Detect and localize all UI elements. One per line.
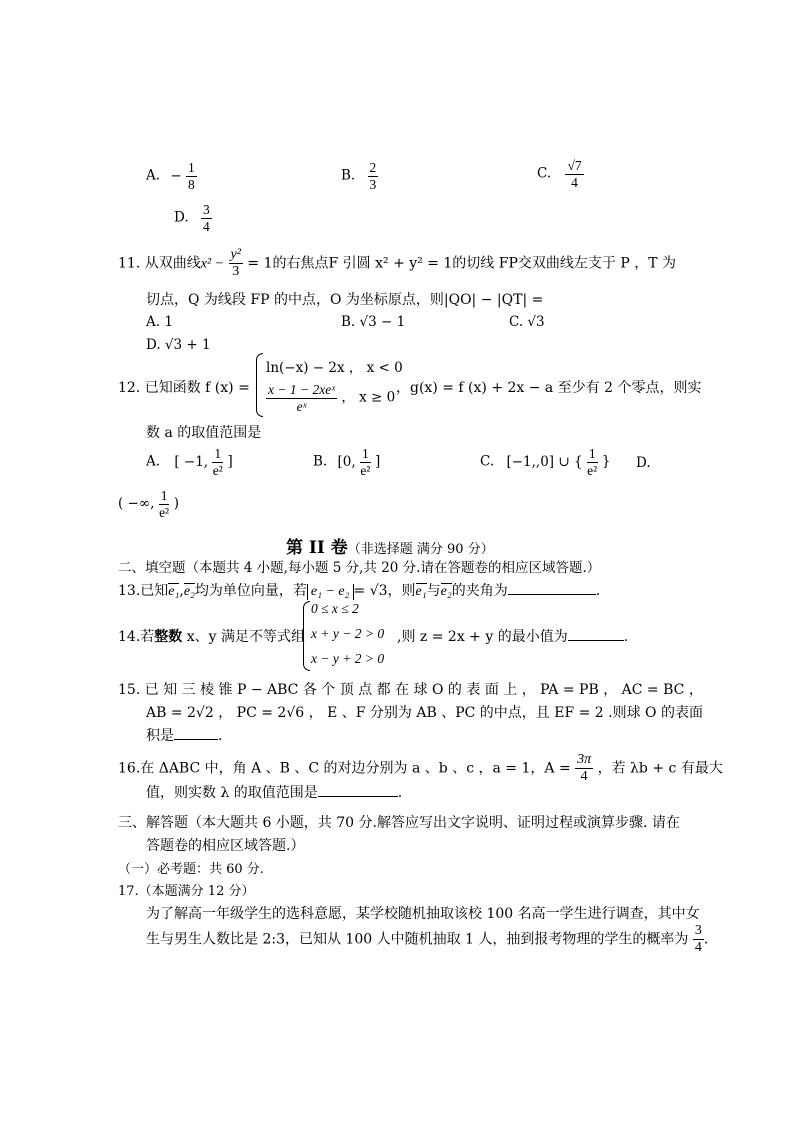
q15-line2: AB = 2√2 ， PC = 2√6 ， E 、F 分别为 AB 、PC 的中点，且 EF = 2 .则球 O 的表面 — [146, 705, 703, 721]
q10-option-d: D. $\frac{3}{4}$ — [174, 202, 210, 234]
q15-line3: 积是 . — [146, 725, 222, 745]
q14-post: ,则 z = 2x + y 的最小值为 . — [397, 626, 628, 646]
subsection-required: （一）必考题：共 60 分. — [118, 862, 264, 877]
q10-option-c: C. $\frac{√7}{4}$ — [537, 158, 582, 190]
q11-option-d: D. √3 + 1 — [146, 337, 211, 353]
q11-option-b: B. √3 − 1 — [341, 314, 406, 330]
q16-line2: 值，则实数 λ 的取值范围是 . — [146, 782, 402, 802]
part2-heading: 第 II 卷（非选择题 满分 90 分） — [286, 538, 494, 558]
q12-option-c: C. [−1,,0] ∪ { $\frac{1}{\text{e²}}$ } — [480, 446, 611, 478]
q11-option-a: A. 1 — [146, 314, 173, 330]
q14-constraint-1: 0 ≤ x ≤ 2 — [311, 601, 359, 616]
q10-option-a: A. − $\frac{1}{8}$ — [146, 160, 195, 192]
q11-line2: 切点，Q 为线段 FP 的中点，O 为坐标原点，则|QO| − |QT| = — [146, 292, 544, 308]
q12-option-d-label: D. — [636, 455, 651, 471]
q16-line1: 16.在 ΔABC 中，角 A 、B 、C 的对边分别为 a 、b 、c ，a = 1，A = $\frac{3\pi}{4}$ ，若 λb + c 有最大 — [118, 752, 723, 785]
q10-a-fraction: $\frac{1}{8}$ — [187, 160, 195, 192]
section3-line2: 答题卷的相应区域答题.） — [146, 838, 305, 854]
q14-pre: 14.若整数 x、y 满足不等式组 — [118, 629, 305, 645]
q10-d-fraction: $\frac{3}{4}$ — [202, 202, 210, 234]
section3-line1: 三、解答题（本大题共 6 小题，共 70 分.解答应写出文字说明、证明过程或演算步骤. 请在 — [118, 815, 680, 831]
q17-heading: 17.（本题满分 12 分） — [118, 884, 255, 899]
q14-constraint-3: x − y + 2 > 0 — [311, 651, 385, 666]
q10-c-fraction: $\frac{√7}{4}$ — [567, 158, 582, 190]
q12-intro: 12. 已知函数 f (x) = — [118, 380, 250, 396]
q17-line2: 生与男生人数比是 2:3，已知从 100 人中随机抽取 1 人，抽到报考物理的学生的概率为 $\frac{3}{4}$ . — [146, 923, 709, 956]
q12-case2: $\frac{\text{x − 1 − 2xeˣ}}{\text{eˣ}}$ ， x ≥ 0 — [268, 382, 396, 414]
q14-constraint-2: x + y − 2 > 0 — [311, 626, 385, 641]
q12-case1: ln(−x) − 2x ， x < 0 — [266, 360, 403, 376]
q15-line1: 15. 已 知 三 棱 锥 P − ABC 各 个 顶 点 都 在 球 O 的 表 面 上 ， PA = PB ， AC = BC ， — [118, 682, 703, 698]
q12-option-b: B. [0, $\frac{1}{\text{e²}}$ ] — [313, 446, 381, 478]
q12-piecewise-brace — [256, 353, 263, 417]
q12-option-d: ( −∞, $\frac{1}{\text{e²}}$ ) — [118, 488, 180, 520]
q10-b-fraction: $\frac{2}{3}$ — [369, 160, 377, 192]
q11-line1: 11. 从双曲线x² − $\frac{\text{y²}}{3}$ = 1的右焦点F 引圆 x² + y² = 1的切线 FP交双曲线左支于 P ，T 为 — [118, 247, 677, 280]
q11-option-c: C. √3 — [509, 314, 545, 330]
q12-after: ，g(x) = f (x) + 2x − a 至少有 2 个零点，则实 — [396, 380, 702, 396]
q11-fraction: $\frac{\text{y²}}{3}$ — [230, 247, 241, 280]
q13: 13.已知e₁,e₂均为单位向量，若 e₁ − e₂ = √3，则e₁与e₂的夹角为 . — [118, 580, 600, 600]
q10-option-b: B. $\frac{2}{3}$ — [341, 160, 377, 192]
q12-line2: 数 a 的取值范围是 — [146, 425, 262, 441]
section2-heading: 二、填空题（本题共 4 小题,每小题 5 分,共 20 分.请在答题卷的相应区域答题.） — [118, 560, 601, 576]
q17-line1: 为了解高一年级学生的选科意愿，某学校随机抽取该校 100 名高一学生进行调查，其中女 — [146, 906, 700, 922]
q12-option-a: A. [ −1, $\frac{1}{\text{e²}}$ ] — [146, 446, 233, 478]
